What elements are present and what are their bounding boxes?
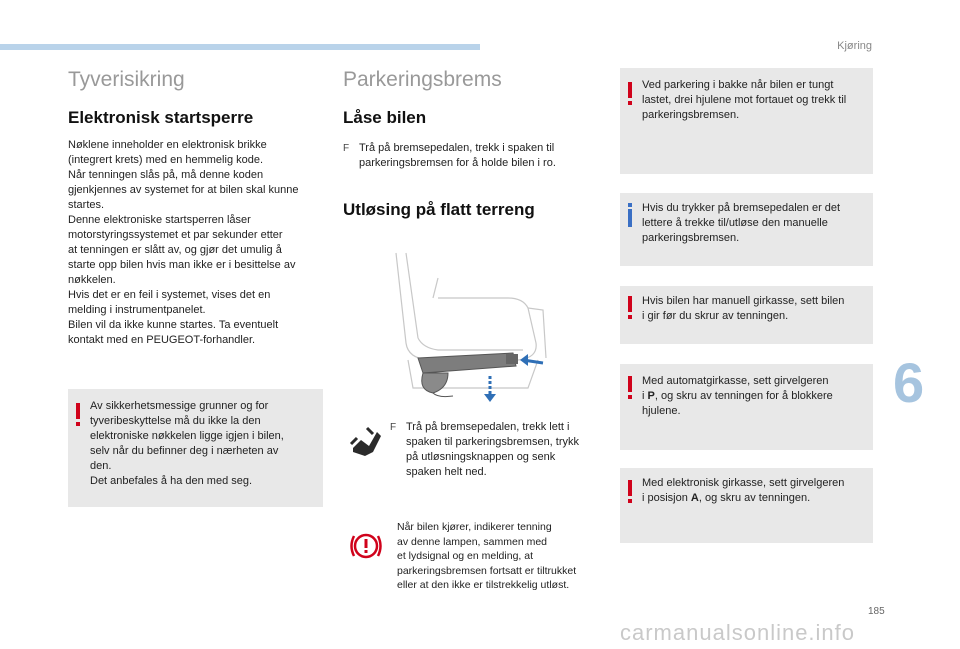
note-electronic-text <box>642 476 863 506</box>
note-box-pedal <box>620 193 873 266</box>
bullet-arrow-icon: F <box>343 143 350 154</box>
lock-bullet <box>343 141 603 173</box>
note-automatic-text <box>642 374 863 419</box>
section-title-parkeringsbrems: Parkeringsbrems <box>343 68 502 91</box>
warning-key-text: Av sikkerhetsmessige grunner og for tyveribeskyttelse må du ikke la den elektroniske nøkkelen ligge igjen i bilen, selv når du befinner deg i nærheten av den. Det anbefales å ha den med seg. <box>90 400 284 487</box>
brake-warning-lamp-icon <box>349 530 383 562</box>
warning-exclamation-icon <box>76 403 80 419</box>
note-pedal-text: Hvis du trykker på bremsepedalen er det lettere å trekke til/utløse den manuelle parkeringsbremsen. <box>642 202 841 244</box>
note-hill-text: Ved parkering i bakke når bilen er tungt lastet, drei hjulene mot fortauet og trekk til parkeringsbremsen. <box>642 79 847 121</box>
page-number: 185 <box>868 606 885 617</box>
note-box-hill <box>620 68 873 174</box>
parking-brake-illustration <box>378 248 548 408</box>
gear-a-label: A <box>690 492 699 504</box>
startsperre-body: Nøklene inneholder en elektronisk brikke (integrert krets) med en hemmelig kode. Når tenningen slås på, må denne koden gjenkjennes av systemet for at bilen skal kunne startes. Denne elektroniske startsperren låser motorstyringssystemet et par sekunder etter at tenningen er slått av, og gjør det umulig å starte opp bilen hvis man ikke er i besittelse av nøkkelen. Hvis det er en feil i systemet, vises det en melding i instrumentpanelet. Bilen vil da ikke kunne startes. Ta eventuelt kontakt med en PEUGEOT-forhandler. <box>68 139 299 346</box>
warning-lamp-text: Når bilen kjører, indikerer tenning av denne lampen, sammen med et lydsignal og en melding, at parkeringsbremsen fortsatt er tiltrukket eller at den ikke er tilstrekkelig utløst. <box>397 521 577 591</box>
warning-exclamation-icon <box>628 480 632 496</box>
gear-p-label: P <box>647 390 655 402</box>
hand-lever-icon <box>347 424 383 460</box>
note-electronic-post: , og skru av tenningen. <box>698 492 811 504</box>
warning-exclamation-icon <box>628 296 632 312</box>
warning-box-key <box>68 389 323 507</box>
bullet-arrow-icon: F <box>390 422 397 433</box>
watermark: carmanualsonline.info <box>620 620 856 645</box>
note-box-manual <box>620 286 873 344</box>
note-automatic-pre: Med automatgirkasse, sett girvelgeren i <box>642 375 829 402</box>
heading-utlosing: Utløsing på flatt terreng <box>343 200 535 219</box>
note-electronic-pre: Med elektronisk girkasse, sett girvelgeren i posisjon <box>642 477 845 504</box>
warning-exclamation-icon <box>628 376 632 392</box>
note-box-automatic <box>620 364 873 450</box>
note-automatic-post: , og skru av tenningen for å blokkere hjulene. <box>642 390 833 417</box>
section-label: Kjøring <box>837 40 872 52</box>
lock-bullet-text: Trå på bremsepedalen, trekk i spaken til parkeringsbremsen for å holde bilen i ro. <box>359 142 556 169</box>
header-accent-bar <box>0 44 480 50</box>
info-icon <box>628 209 632 227</box>
note-box-electronic <box>620 468 873 543</box>
heading-lase-bilen: Låse bilen <box>343 108 427 127</box>
subtitle-startsperre: Elektronisk startsperre <box>68 108 254 127</box>
release-bullet-text: Trå på bremsepedalen, trekk lett i spaken til parkeringsbremsen, trykk på utløsningsknappen og senk spaken helt ned. <box>406 421 580 478</box>
note-manual-text: Hvis bilen har manuell girkasse, sett bilen i gir før du skrur av tenningen. <box>642 295 845 322</box>
warning-exclamation-icon <box>628 82 632 98</box>
release-bullet <box>390 420 605 484</box>
section-title-tyverisikring: Tyverisikring <box>68 68 185 91</box>
chapter-number: 6 <box>893 351 925 414</box>
